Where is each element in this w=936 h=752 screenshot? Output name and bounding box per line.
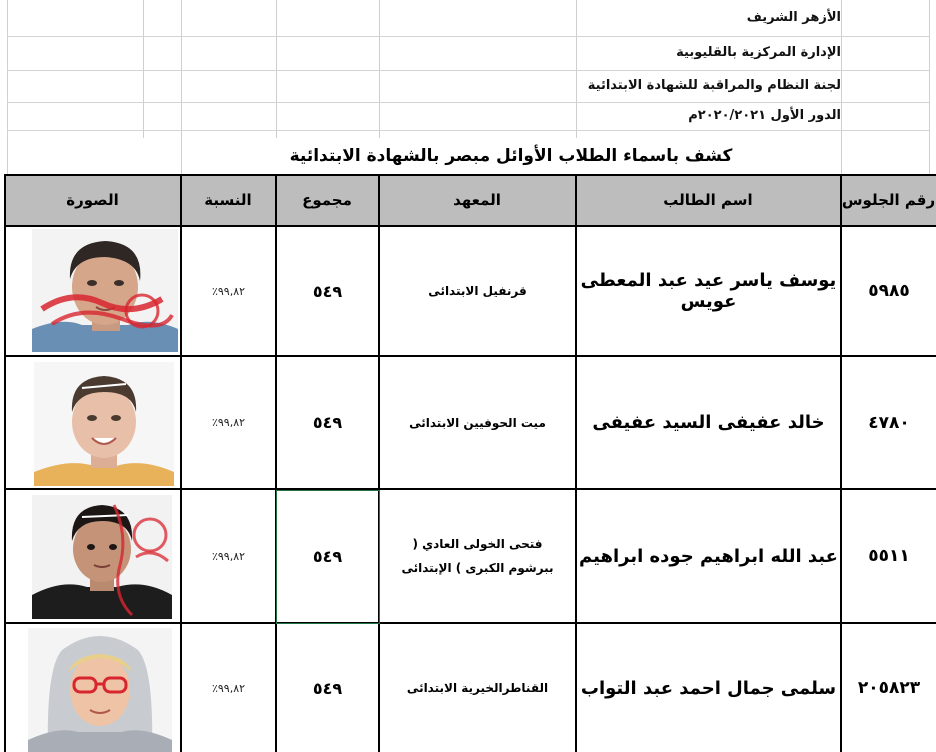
grid-line xyxy=(841,0,842,175)
grid-line xyxy=(7,36,929,37)
table-cell-name[interactable]: خالد عفيفى السيد عفيفى xyxy=(592,412,825,433)
column-header-total[interactable]: مجموع xyxy=(276,175,378,225)
student-photo xyxy=(32,229,178,352)
table-border xyxy=(4,174,936,176)
grid-line xyxy=(7,0,8,175)
student-photo xyxy=(28,628,172,752)
table-cell-percent[interactable]: ٩٩,٨٢٪ xyxy=(211,284,246,298)
table-cell-seat[interactable]: ٢٠٥٨٢٣ xyxy=(857,678,921,698)
table-cell-seat[interactable]: ٥٥١١ xyxy=(868,546,910,566)
table-cell-total[interactable]: ٥٤٩ xyxy=(312,281,343,301)
column-header-percent[interactable]: النسبة xyxy=(181,175,275,225)
table-cell-percent[interactable]: ٩٩,٨٢٪ xyxy=(211,416,246,429)
grid-line xyxy=(7,130,929,131)
selected-cell-outline[interactable] xyxy=(276,490,380,624)
grid-line xyxy=(276,0,277,138)
table-cell-school[interactable]: ميت الحوفيين الابتدائى xyxy=(409,415,546,430)
column-header-school[interactable]: المعهد xyxy=(379,175,575,225)
grid-line xyxy=(7,70,929,71)
table-cell-name[interactable]: يوسف ياسر عيد عبد المعطى عويس xyxy=(580,270,837,312)
committee-name: لجنة النظام والمراقبة للشهادة الابتدائية xyxy=(587,78,841,93)
institution-name: الأزهر الشريف xyxy=(746,10,841,25)
student-photo xyxy=(32,495,172,619)
student-photo xyxy=(34,362,174,486)
table-cell-name[interactable]: سلمى جمال احمد عبد التواب xyxy=(580,677,837,699)
table-cell-percent[interactable]: ٩٩,٨٢٪ xyxy=(211,681,246,695)
administration-name: الإدارة المركزية بالقليوبية xyxy=(676,45,841,60)
table-cell-total[interactable]: ٥٤٩ xyxy=(312,678,343,698)
table-cell-name[interactable]: عبد الله ابراهيم جوده ابراهيم xyxy=(579,545,838,567)
table-border xyxy=(4,174,6,752)
exam-session: الدور الأول ٢٠٢٠/٢٠٢١م xyxy=(688,108,841,123)
table-cell-total[interactable]: ٥٤٩ xyxy=(312,413,343,432)
column-header-seat[interactable]: رقم الجلوس xyxy=(841,175,936,225)
column-header-photo[interactable]: الصورة xyxy=(5,175,180,225)
page-title: كشف باسماء الطلاب الأوائل مبصر بالشهادة الابتدائية xyxy=(289,146,733,166)
table-cell-percent[interactable]: ٩٩,٨٢٪ xyxy=(211,549,246,563)
table-cell-school[interactable]: القناطرالخيرية الابتدائى xyxy=(406,681,549,695)
table-cell-seat[interactable]: ٥٩٨٥ xyxy=(868,281,910,301)
table-cell-seat[interactable]: ٤٧٨٠ xyxy=(868,412,910,433)
table-cell-school[interactable]: فتحى الخولى العادي ( ببرشوم الكبرى ) الإبتدائى xyxy=(401,537,554,575)
grid-line xyxy=(929,0,930,175)
column-header-name[interactable]: اسم الطالب xyxy=(576,175,840,225)
table-cell-school[interactable]: قرنفيل الابتدائى xyxy=(428,284,527,298)
table-cell-total[interactable]: ٥٤٩ xyxy=(312,546,343,566)
grid-line xyxy=(143,0,144,138)
